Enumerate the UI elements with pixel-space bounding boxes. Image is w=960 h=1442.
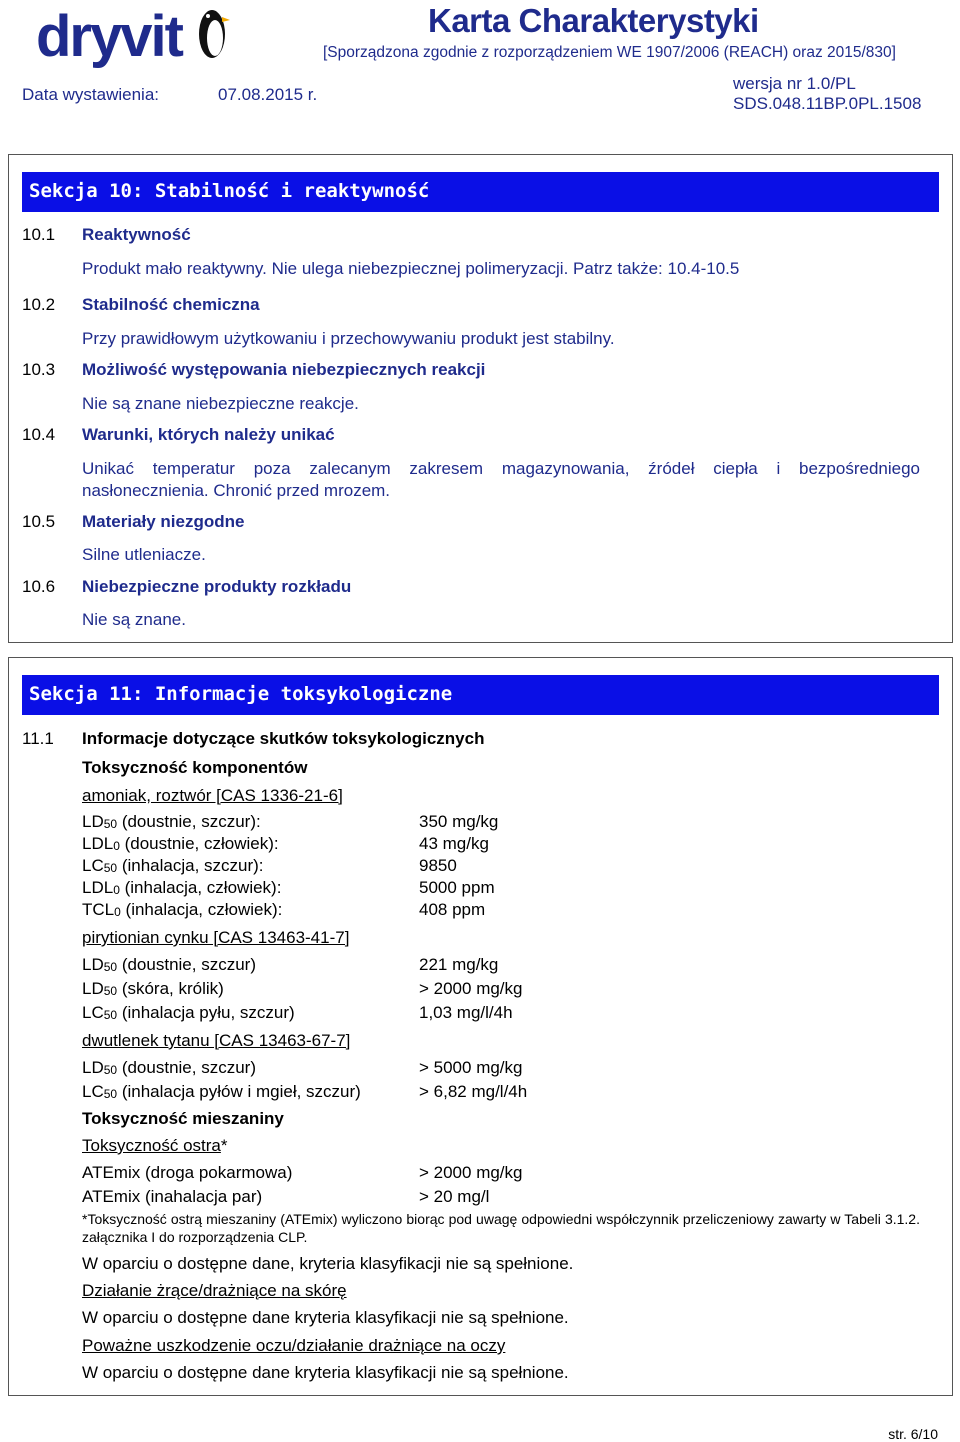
item-title: Reaktywność	[82, 225, 191, 244]
eye-heading: Poważne uszkodzenie oczu/działanie drażniące na oczy	[82, 1336, 506, 1355]
criteria-text: W oparciu o dostępne dane, kryteria klasyfikacji nie są spełnione.	[82, 1254, 574, 1273]
item-title: Materiały niezgodne	[82, 512, 245, 531]
issue-date-label: Data wystawienia:	[22, 85, 160, 104]
tox-row-label: $LDL_0$ (inhalacja, człowiek):	[82, 878, 282, 897]
tox-row-label: $LD_{50}$ (doustnie, szczur)	[82, 1058, 256, 1077]
section-11-title: Sekcja 11: Informacje toksykologiczne	[22, 675, 939, 715]
item-num: 10.5	[22, 512, 56, 531]
item-title: Stabilność chemiczna	[82, 295, 260, 314]
criteria-text: W oparciu o dostępne dane kryteria klasyfikacji nie są spełnione.	[82, 1308, 569, 1327]
criteria-text: W oparciu o dostępne dane kryteria klasyfikacji nie są spełnione.	[82, 1363, 569, 1382]
item-text: Nie są znane niebezpieczne reakcje.	[82, 394, 359, 413]
atemix-value: > 2000 mg/kg	[419, 1163, 523, 1182]
item-num: 10.2	[22, 295, 56, 314]
tox-row-label: $LD_{50}$ (doustnie, szczur)	[82, 955, 256, 974]
item-num: 10.1	[22, 225, 56, 244]
mixture-heading: Toksyczność mieszaniny	[82, 1109, 284, 1128]
tox-row-value: 43 mg/kg	[419, 834, 489, 853]
component-name: dwutlenek tytanu [CAS 13463-67-7]	[82, 1031, 351, 1050]
item-num: 10.4	[22, 425, 56, 444]
atemix-label: ATEmix (droga pokarmowa)	[82, 1163, 293, 1182]
acute-toxicity-heading: Toksyczność ostra*	[82, 1136, 228, 1155]
tox-row-label: $LC_{50}$ (inhalacja pyłów i mgieł, szczur)	[82, 1082, 361, 1101]
item-num: 10.6	[22, 577, 56, 596]
item-text: Nie są znane.	[82, 610, 186, 629]
penguin-icon	[199, 10, 230, 58]
tox-row-label: $LD_{50}$ (skóra, królik)	[82, 979, 224, 998]
tox-row-label: $LD_{50}$ (doustnie, szczur):	[82, 812, 261, 831]
item-num: 11.1	[22, 729, 54, 748]
item-num: 10.3	[22, 360, 56, 379]
item-text: Unikać temperatur poza zalecanym zakresem magazynowania, źródeł ciepła i bezpośredniego nasłonecznienia. Chronić przed mrozem.	[82, 459, 920, 500]
skin-heading: Działanie żrące/drażniące na skórę	[82, 1281, 347, 1300]
atemix-note: *Toksyczność ostrą mieszaniny (ATEmix) wyliczono biorąc pod uwagę odpowiedni współczynnik przeliczeniowy zawarty w Tabeli 3.1.2. załącznika I do rozporządzenia CLP.	[82, 1211, 920, 1245]
tox-row-value: > 2000 mg/kg	[419, 979, 523, 998]
tox-row-value: 9850	[419, 856, 457, 875]
tox-row-label: $TCL_0$ (inhalacja, człowiek):	[82, 900, 283, 919]
item-title: Warunki, których należy unikać	[82, 425, 335, 444]
component-name: amoniak, roztwór [CAS 1336-21-6]	[82, 786, 343, 805]
sds-code: SDS.048.11BP.0PL.1508	[733, 94, 922, 113]
logo-text: dryvit	[36, 4, 182, 69]
issue-date: 07.08.2015 r.	[218, 85, 318, 104]
document-subtitle: [Sporządzona zgodnie z rozporządzeniem WE 1907/2006 (REACH) oraz 2015/830]	[323, 44, 896, 61]
page-number: str. 6/10	[888, 1426, 938, 1442]
atemix-label: ATEmix (inahalacja par)	[82, 1187, 263, 1206]
tox-row-value: > 6,82 mg/l/4h	[419, 1082, 528, 1101]
item-title: Informacje dotyczące skutków toksykologicznych	[82, 729, 485, 748]
tox-row-label: $LC_{50}$ (inhalacja, szczur):	[82, 856, 264, 875]
tox-row-value: 221 mg/kg	[419, 955, 499, 974]
item-text: Silne utleniacze.	[82, 545, 206, 564]
tox-row-value: > 5000 mg/kg	[419, 1058, 523, 1077]
component-name: pirytionian cynku [CAS 13463-41-7]	[82, 928, 350, 947]
components-heading: Toksyczność komponentów	[82, 758, 308, 777]
document-title: Karta Charakterystyki	[428, 2, 759, 39]
tox-row-label: $LC_{50}$ (inhalacja pyłu, szczur)	[82, 1003, 295, 1022]
tox-row-value: 5000 ppm	[419, 878, 495, 897]
item-text: Przy prawidłowym użytkowaniu i przechowywaniu produkt jest stabilny.	[82, 329, 615, 348]
tox-row-value: 408 ppm	[419, 900, 486, 919]
version: wersja nr 1.0/PL	[733, 74, 856, 93]
item-title: Niebezpieczne produkty rozkładu	[82, 577, 352, 596]
section-10-title: Sekcja 10: Stabilność i reaktywność	[22, 172, 939, 212]
dryvit-logo	[36, 4, 236, 70]
atemix-value: > 20 mg/l	[419, 1187, 490, 1206]
item-title: Możliwość występowania niebezpiecznych reakcji	[82, 360, 486, 379]
item-text: Produkt mało reaktywny. Nie ulega niebezpiecznej polimeryzacji. Patrz także: 10.4-10.5	[82, 259, 740, 278]
tox-row-value: 350 mg/kg	[419, 812, 499, 831]
tox-row-label: $LDL_0$ (doustnie, człowiek):	[82, 834, 279, 853]
tox-row-value: 1,03 mg/l/4h	[419, 1003, 513, 1022]
